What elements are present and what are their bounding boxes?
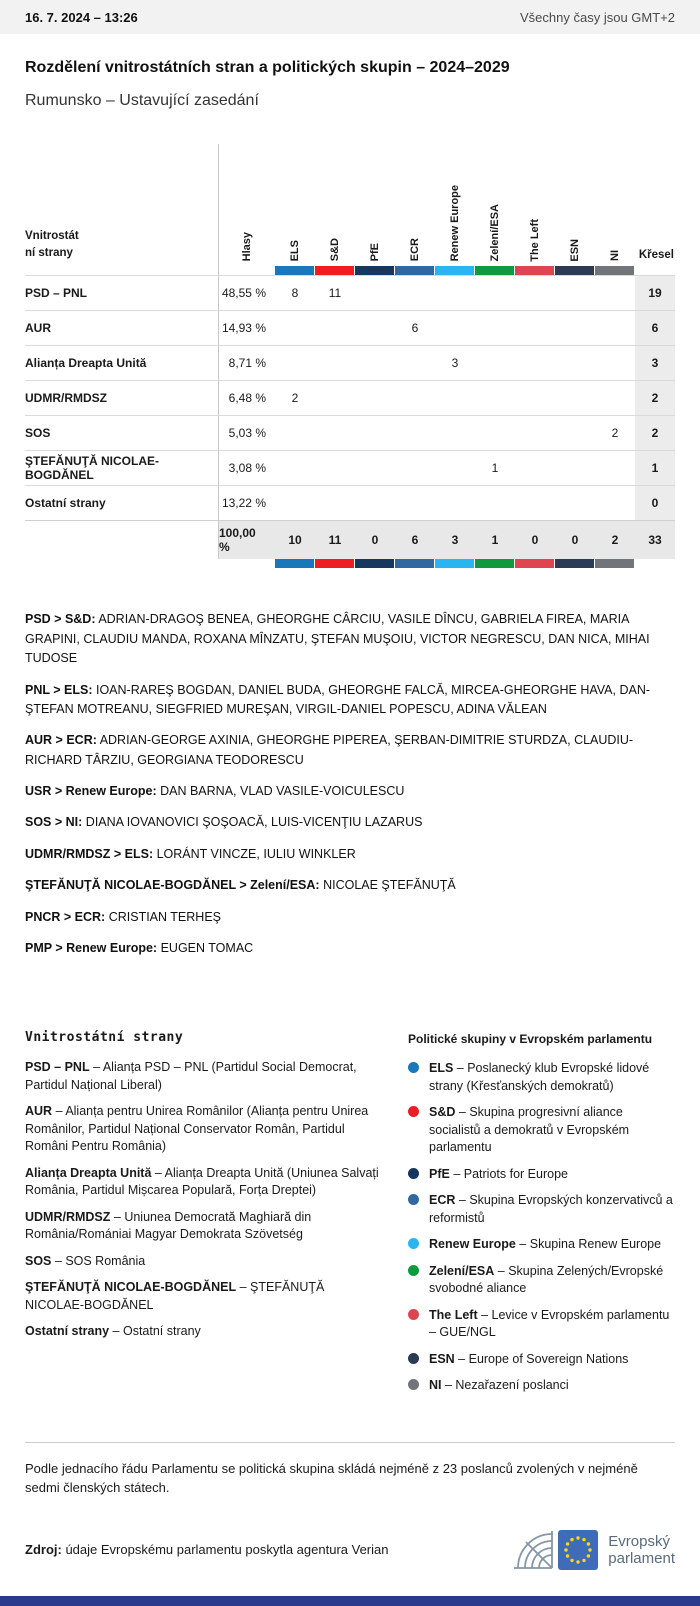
total-seat-cell: 11 [315,520,355,559]
separator: – [151,1165,165,1180]
seat-cell [555,275,595,310]
legend-national-parties [25,1030,380,1404]
group-column-header-greens: Zelení/ESA [489,203,501,262]
separator: – [455,1105,470,1120]
party-votes: 13,22 % [218,485,275,520]
seat-cell: 1 [475,450,515,485]
seat-cell [515,345,555,380]
group-definition: NI – Nezařazení poslanci [408,1377,675,1395]
party-name: ŞTEFĂNUŢĂ NICOLAE-BOGDĂNEL [25,450,218,485]
delegation-label: AUR > ECR: [25,733,97,748]
bar-spacer [25,559,218,568]
seat-cell: 3 [435,345,475,380]
group-column-header-sd: S&D [329,238,341,262]
delegation-names: EUGEN TOMAC [160,940,254,955]
seat-cell [315,485,355,520]
delegation-item [25,610,675,668]
group-color-dot [408,1106,419,1117]
total-seat-cell: 1 [475,520,515,559]
group-definition: Renew Europe – Skupina Renew Europe [408,1236,675,1254]
seat-cell: 11 [315,275,355,310]
party-total-seats: 2 [635,380,675,415]
party-total-seats: 2 [635,415,675,450]
seat-cell [395,450,435,485]
bar-spacer [635,266,675,275]
ep-logo [512,1528,675,1572]
party-total-seats: 1 [635,450,675,485]
seat-cell [275,415,315,450]
seat-cell [355,310,395,345]
separator: – [52,1104,66,1119]
legend-parties-heading: Vnitrostátní strany [25,1030,184,1046]
bar-spacer [218,559,275,568]
legend-political-groups [408,1030,675,1404]
delegation-item [25,845,675,864]
delegation-label: PSD > S&D: [25,612,96,627]
seat-cell [315,415,355,450]
seat-cell [595,345,635,380]
seat-cell: 8 [275,275,315,310]
seat-cell [315,310,355,345]
seat-cell [475,345,515,380]
party-votes: 48,55 % [218,275,275,310]
delegation-names: DIANA IOVANOVICI ŞOŞOACĂ, LUIS-VICENŢIU LAZARUS [85,815,423,830]
seat-cell: 2 [595,415,635,450]
seat-cell [355,345,395,380]
bar-spacer [25,266,218,275]
group-color-dot [408,1168,419,1179]
legend [25,1030,675,1404]
seat-cell [355,485,395,520]
group-definition: Zelení/ESA – Skupina Zelených/Evropské svobodné aliance [408,1263,675,1298]
seats-column-header: Křesel [638,249,674,262]
corner-label: Vnitrostátní strany [25,230,79,259]
seat-cell [515,380,555,415]
group-color-bar-pfe [355,559,395,568]
group-column-header-pfe: PfE [369,243,381,262]
seat-cell [275,450,315,485]
group-color-bar-left [515,559,555,568]
party-votes: 8,71 % [218,345,275,380]
seat-cell [275,485,315,520]
party-name: Alianța Dreapta Unită [25,345,218,380]
delegation-label: USR > Renew Europe: [25,784,157,798]
seat-cell [475,310,515,345]
seat-cell [555,485,595,520]
total-seats-grand: 33 [635,520,675,559]
seat-cell [315,345,355,380]
seat-cell [595,485,635,520]
seat-cell [555,380,595,415]
delegation-label: PNL > ELS: [25,682,93,697]
delegation-item [25,908,675,927]
seat-cell [515,415,555,450]
delegation-item [25,939,675,958]
party-definition: ŞTEFĂNUŢĂ NICOLAE-BOGDĂNEL – ŞTEFĂNUŢĂ NICOLAE-BOGDĂNEL [25,1280,325,1312]
topbar [0,0,700,34]
separator: – [51,1253,66,1268]
separator: – [454,1351,469,1366]
separator: – [449,1166,464,1181]
party-total-seats: 19 [635,275,675,310]
party-definition: Ostatní strany – Ostatní strany [25,1324,201,1339]
group-color-dot [408,1379,419,1390]
delegation-names: ADRIAN-GEORGE AXINIA, GHEORGHE PIPEREA, ŞERBAN-DIMITRIE STURDZA, CLAUDIU-RICHARD TÂRZIU, GEORGIANA TEODORESCU [25,733,634,767]
group-definition: ELS – Poslanecký klub Evropské lidové strany (Křesťanských demokratů) [408,1060,675,1095]
group-color-bar-esn [555,559,595,568]
delegation-label: ŞTEFĂNUŢĂ NICOLAE-BOGDĂNEL > Zelení/ESA: [25,878,320,893]
delegation-label: UDMR/RMDSZ > ELS: [25,846,154,861]
party-total-seats: 3 [635,345,675,380]
seat-cell [555,345,595,380]
seat-cell [435,380,475,415]
page-title: Rozdělení vnitrostátních stran a politických skupin – 2024–2029 [25,59,510,76]
delegation-item [25,813,675,832]
seat-cell [515,275,555,310]
group-definition: S&D – Skupina progresivní aliance socialistů a demokratů v Evropském parlamentu [408,1104,675,1157]
bottom-bar [0,1596,700,1606]
bar-spacer [218,266,275,275]
delegation-label: PMP > Renew Europe: [25,940,158,955]
seat-cell [595,380,635,415]
source-text: Zdroj: údaje Evropskému parlamentu poskytla agentura Verian [25,1542,389,1558]
group-color-bar-ecr [395,559,435,568]
seat-cell [395,345,435,380]
delegation-label: PNCR > ECR: [25,909,106,924]
seat-cell: 6 [395,310,435,345]
group-color-bar-renew [435,559,475,568]
party-votes: 6,48 % [218,380,275,415]
group-definition: ECR – Skupina Evropských konzervativců a reformistů [408,1192,675,1227]
party-name: SOS [25,415,218,450]
separator: – [453,1061,468,1076]
separator: – [477,1307,492,1322]
seat-cell [515,310,555,345]
group-color-bar-ni [595,559,635,568]
total-seat-cell: 6 [395,520,435,559]
seat-cell [515,485,555,520]
group-color-bar-sd [315,559,355,568]
ep-logo-icon [512,1528,600,1572]
group-color-bar-els [275,559,315,568]
seat-cell [555,310,595,345]
page-subtitle: Rumunsko – Ustavující zasedání [25,92,259,110]
group-color-bar-sd [315,266,355,275]
bar-spacer [635,559,675,568]
separator: – [110,1209,125,1224]
seat-cell [355,275,395,310]
group-color-bar-pfe [355,266,395,275]
separator: – [494,1263,509,1278]
delegation-names: NICOLAE ŞTEFĂNUŢĂ [323,878,456,893]
group-column-header-renew: Renew Europe [449,184,461,262]
seat-cell [595,310,635,345]
total-seat-cell: 0 [355,520,395,559]
group-color-dot [408,1353,419,1364]
delegation-names: IOAN-RAREŞ BOGDAN, DANIEL BUDA, GHEORGHE FALCĂ, MIRCEA-GHEORGHE HAVA, DAN-ŞTEFAN MOTREANU, SIEGFRIED MUREŞAN, VIRGIL-DANIEL POPESCU, ADINA VĂLEAN [25,682,651,716]
party-votes: 14,93 % [218,310,275,345]
party-definition: PSD – PNL – Alianța PSD – PNL (Partidul Social Democrat, Partidul Național Liberal) [25,1060,357,1092]
party-definition: Alianța Dreapta Unită – Alianța Dreapta Unită (Uniunea Salvați România, Partidul Mișcarea Populară, Forța Dreptei) [25,1165,379,1198]
seat-cell [475,485,515,520]
party-name: UDMR/RMDSZ [25,380,218,415]
party-total-seats: 0 [635,485,675,520]
seat-cell [395,275,435,310]
seat-cell [435,310,475,345]
group-color-bar-greens [475,266,515,275]
seat-cell: 2 [275,380,315,415]
page-content [0,58,700,1572]
group-definition: The Left – Levice v Evropském parlamentu – GUE/NGL [408,1307,675,1342]
seat-cell [475,415,515,450]
total-seat-cell: 2 [595,520,635,559]
seat-cell [435,485,475,520]
group-definition: ESN – Europe of Sovereign Nations [408,1351,675,1369]
timezone-note: Všechny časy jsou GMT+2 [520,9,675,25]
delegation-names: ADRIAN-DRAGOŞ BENEA, GHEORGHE CÂRCIU, VASILE DÎNCU, GABRIELA FIREA, MARIA GRAPINI, CLAUDIU MANDA, ROXANA MÎNZATU, ŞTEFAN MUŞOIU, VICTOR NEGRESCU, DAN NICA, MIHAI TUDOSE [25,612,650,666]
seat-cell [555,450,595,485]
group-color-dot [408,1238,419,1249]
group-column-header-esn: ESN [569,238,581,262]
group-color-bar-els [275,266,315,275]
seat-cell [475,275,515,310]
seat-cell [595,275,635,310]
seat-cell [395,415,435,450]
separator: – [109,1324,123,1339]
votes-column-header: Hlasy [218,144,275,266]
party-total-seats: 6 [635,310,675,345]
seat-cell [475,380,515,415]
seat-cell [275,345,315,380]
group-column-header-ecr: ECR [409,238,421,262]
source-row [25,1528,675,1572]
datetime: 16. 7. 2024 – 13:26 [25,9,138,25]
total-seat-cell: 0 [555,520,595,559]
party-definition: UDMR/RMDSZ – Uniunea Democrată Maghiară din România/Romániai Magyar Demokrata Szövetség [25,1209,312,1242]
ep-logo-text: Evropský parlament [608,1532,675,1567]
delegation-names: LORÁNT VINCZE, IULIU WINKLER [156,846,356,861]
party-name: Ostatní strany [25,485,218,520]
delegation-list [25,610,675,958]
separator: – [89,1060,103,1075]
legend-groups-heading: Politické skupiny v Evropském parlamentu [408,1032,653,1047]
seat-cell [435,415,475,450]
seat-cell [275,310,315,345]
group-color-dot [408,1194,419,1205]
seat-cell [315,380,355,415]
source-label: Zdroj: [25,1542,62,1558]
group-color-bar-left [515,266,555,275]
group-definition: PfE – Patriots for Europe [408,1166,675,1184]
seat-cell [355,380,395,415]
seat-cell [435,450,475,485]
party-name: PSD – PNL [25,275,218,310]
group-color-bar-renew [435,266,475,275]
separator: – [441,1378,456,1393]
total-seat-cell: 3 [435,520,475,559]
separator: – [455,1193,470,1208]
group-color-bar-ni [595,266,635,275]
separator: – [515,1237,530,1252]
seat-cell [315,450,355,485]
group-color-dot [408,1265,419,1276]
seat-cell [355,415,395,450]
delegation-item [25,876,675,895]
total-seat-cell: 10 [275,520,315,559]
party-votes: 5,03 % [218,415,275,450]
footnote: Podle jednacího řádu Parlamentu se politická skupina skládá nejméně z 23 poslanců zvolených v nejméně sedmi členských státech. [25,1442,675,1498]
delegation-names: CRISTIAN TERHEŞ [108,909,221,924]
delegation-item [25,782,675,801]
seat-cell [395,380,435,415]
total-votes: 100,00 % [218,520,275,559]
group-color-bar-esn [555,266,595,275]
seat-cell [435,275,475,310]
seat-cell [595,450,635,485]
group-color-bar-greens [475,559,515,568]
party-votes: 3,08 % [218,450,275,485]
seat-cell [555,415,595,450]
group-color-dot [408,1062,419,1073]
total-seat-cell: 0 [515,520,555,559]
results-table [25,144,675,568]
corner-header [25,144,218,266]
group-column-header-ni: NI [609,250,621,262]
delegation-item [25,681,675,720]
party-name: AUR [25,310,218,345]
delegation-label: SOS > NI: [25,815,83,830]
group-column-header-left: The Left [529,218,541,262]
group-column-header-els: ELS [289,239,301,262]
separator: – [236,1280,251,1295]
group-color-bar-ecr [395,266,435,275]
delegation-item [25,731,675,770]
party-definition: AUR – Alianța pentru Unirea Românilor (Alianța pentru Unirea Românilor, Partidul Național Conservator Român, Partidul Români Pentru România) [25,1104,369,1154]
delegation-names: DAN BARNA, VLAD VASILE-VOICULESCU [160,784,405,798]
seat-cell [515,450,555,485]
party-definition: SOS – SOS România [25,1253,146,1268]
group-color-dot [408,1309,419,1320]
total-row-name [25,520,218,559]
seat-cell [395,485,435,520]
seat-cell [355,450,395,485]
